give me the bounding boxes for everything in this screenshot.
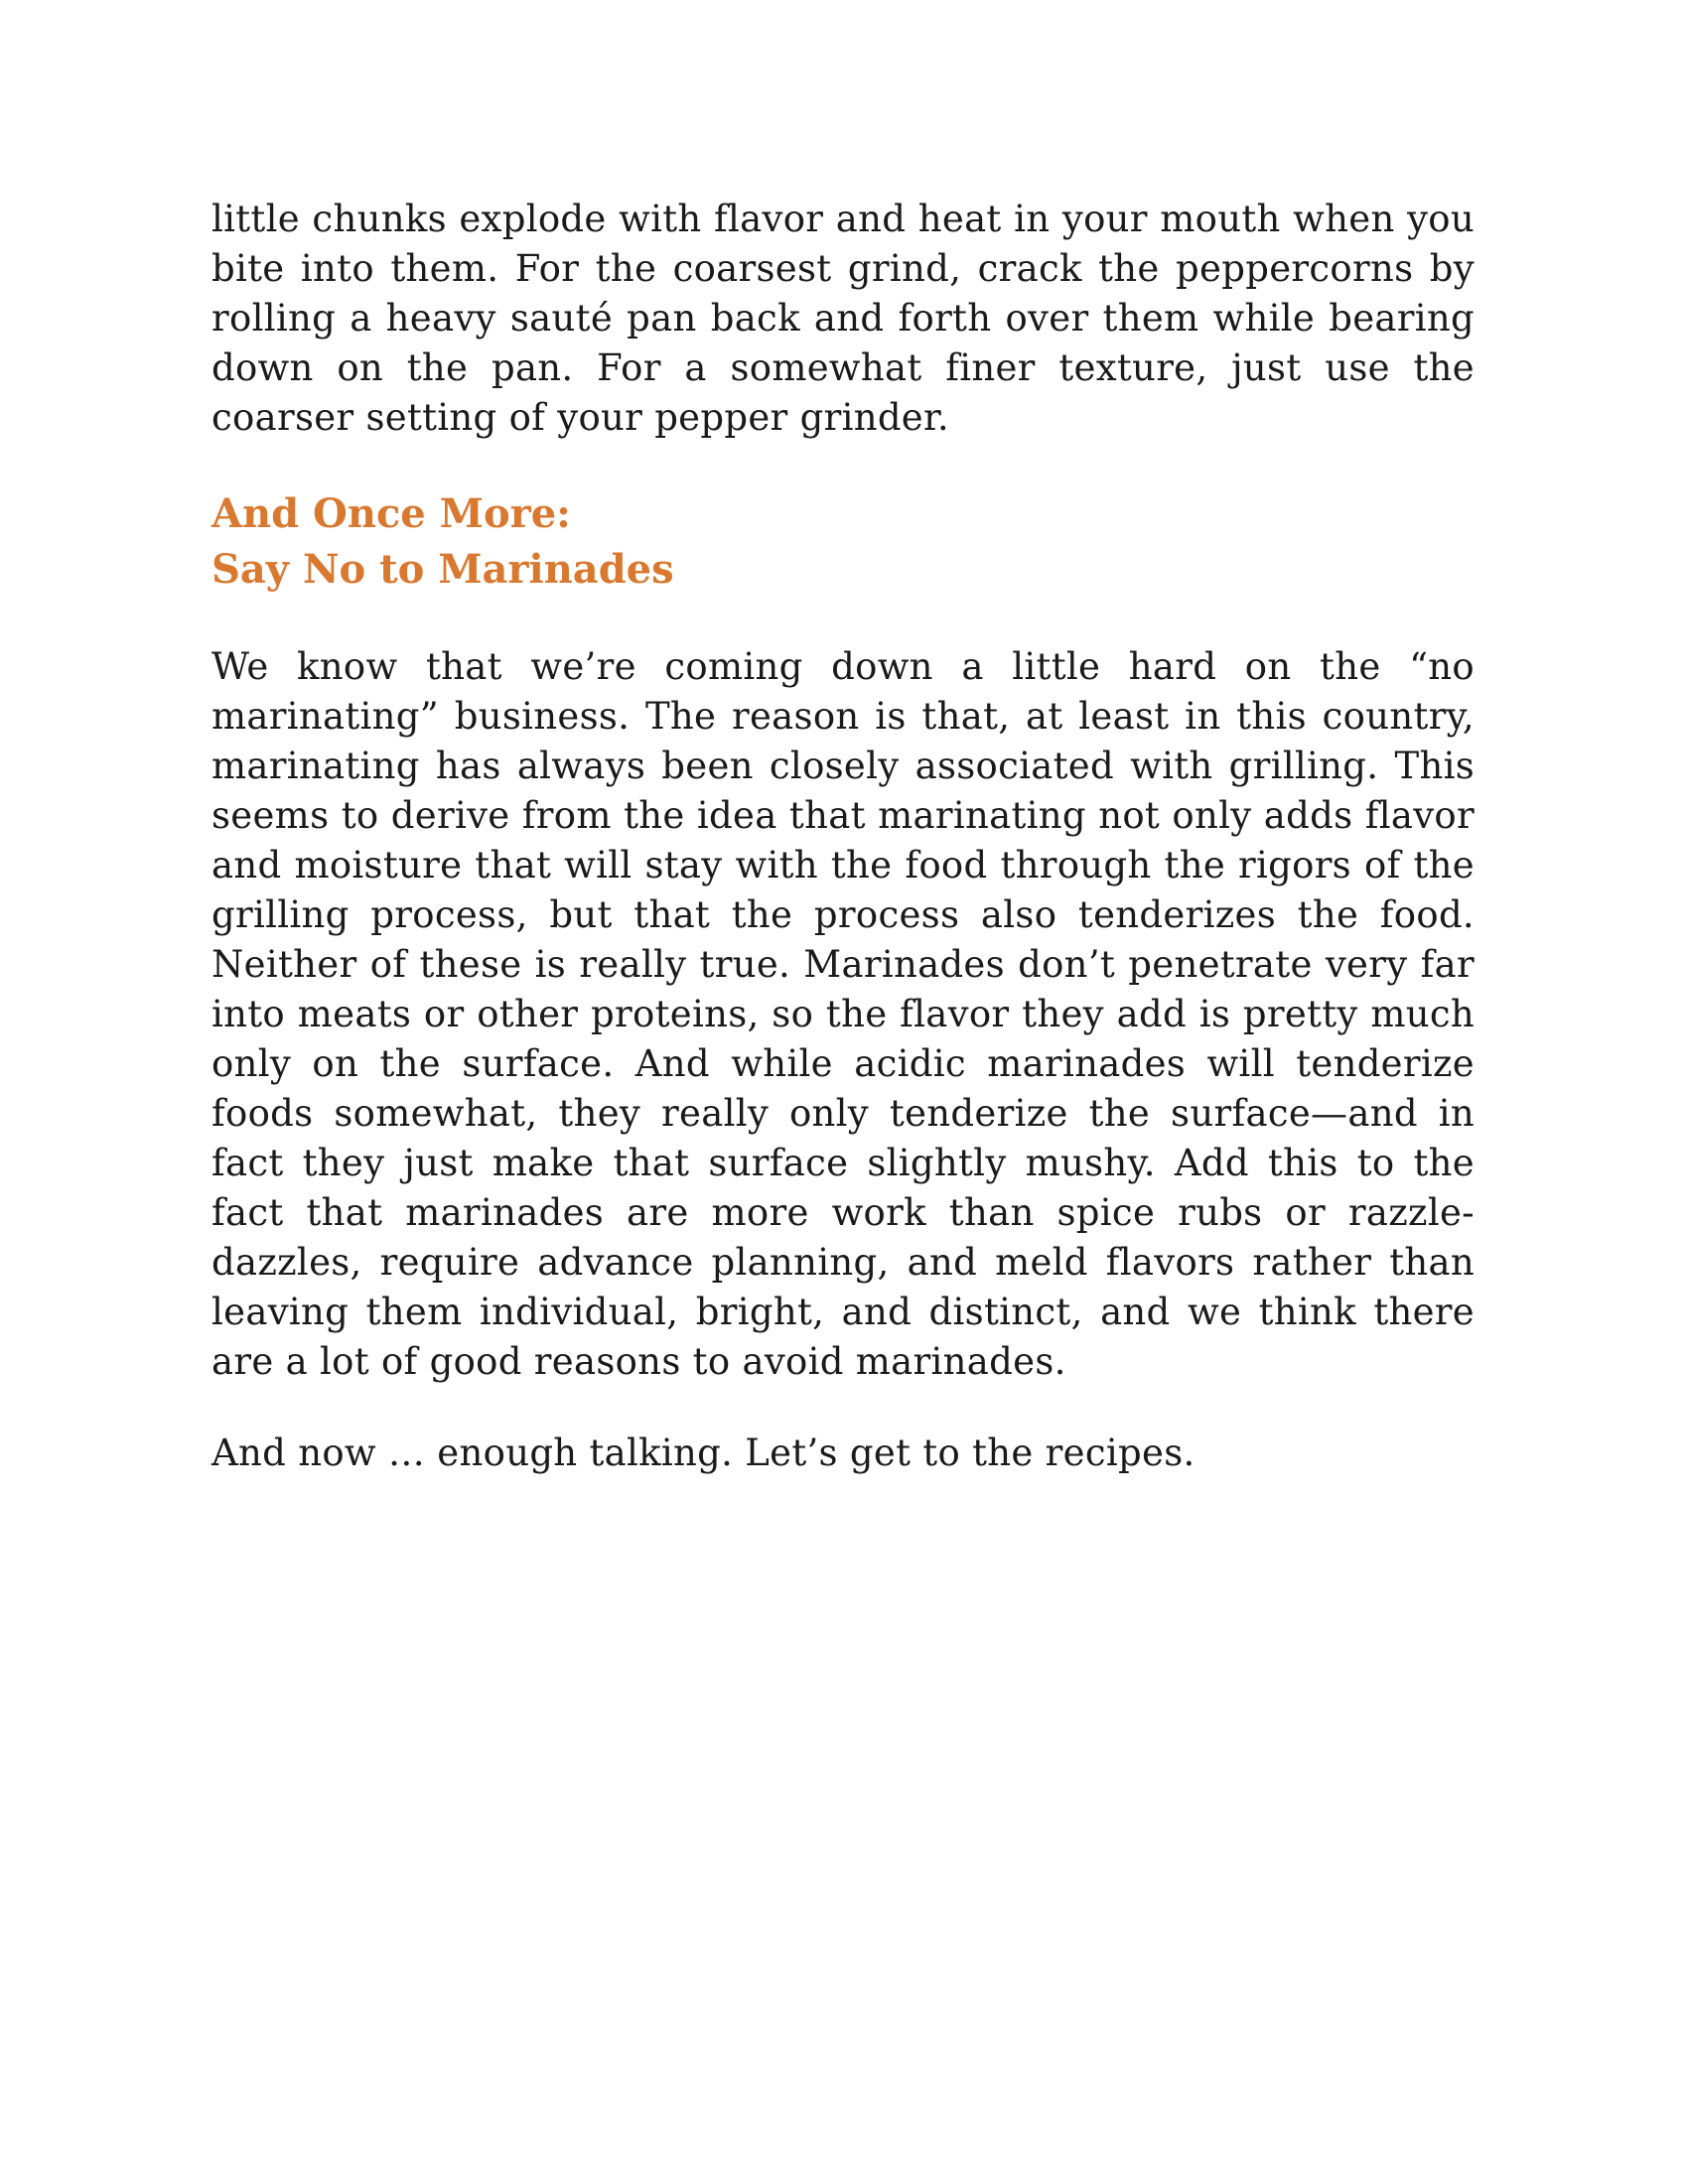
closing-paragraph: And now … enough talking. Let’s get to the recipes. (211, 1432, 1196, 1474)
section-heading-line-1: And Once More: (211, 490, 571, 537)
document-page (211, 195, 1475, 1478)
section-heading (211, 486, 1475, 598)
body-paragraph: We know that we’re coming down a little hard on the “no marinating” business. The reason is that, at least in this country, marinating has always been closely associated with grilling. This seems to derive from the idea that marinating not only adds flavor and moisture that will stay with the food through the rigors of the grilling process, but that the process also tenderizes the food. Neither of these is really true. Marinades don’t penetrate very far into meats or other proteins, so the flavor they add is pretty much only on the surface. And while acidic marinades will tenderize foods somewhat, they really only tenderize the surface—and in fact they just make that surface slightly mushy. Add this to the fact that marinades are more work than spice rubs or razzle-dazzles, require advance planning, and meld flavors rather than leaving them individual, bright, and distinct, and we think there are a lot of good reasons to avoid marinades. (211, 645, 1475, 1383)
intro-paragraph: little chunks explode with flavor and heat in your mouth when you bite into them. For the coarsest grind, crack the peppercorns by rolling a heavy sauté pan back and forth over them while bearing down on the pan. For a somewhat finer texture, just use the coarser setting of your pepper grinder. (211, 198, 1475, 439)
paragraph-spacer (211, 1387, 1475, 1429)
section-heading-line-2: Say No to Marinades (211, 546, 674, 593)
